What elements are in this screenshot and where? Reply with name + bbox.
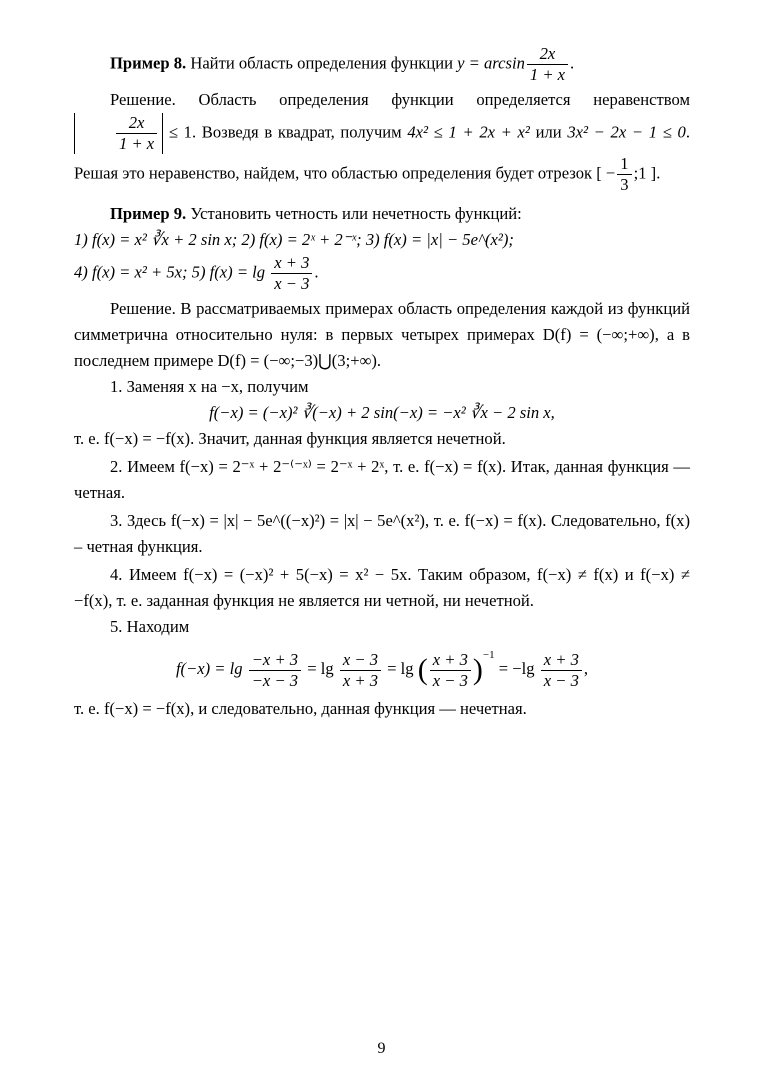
function-5-den: x − 3 (271, 273, 312, 294)
step5-num-4: x + 3 (543, 649, 579, 669)
solution-8-abs (74, 113, 163, 154)
solution-8-p3: . (656, 163, 661, 183)
segment-fraction (617, 154, 631, 195)
function-4: 4) f(x) = x² + 5x; (74, 262, 192, 282)
step5-num-2: x − 3 (342, 649, 378, 669)
step5-fraction-1 (249, 650, 301, 691)
solution-9-step1-tail: т. е. f(−x) = −f(x). Значит, данная функция является нечетной. (74, 429, 506, 448)
solution-8-abs-num: 2x (128, 113, 145, 132)
step5-eq3: = lg (387, 658, 414, 678)
function-5-lhs: 5) f(x) = lg (191, 262, 270, 282)
solution-9-step3: 3. Здесь f(−x) = |x| − 5e^((−x)²) = |x| − 5e^(x²), т. е. f(−x) = f(x). Следовательно, f(x) – четная функция. (74, 511, 690, 556)
example-8-end: . (570, 53, 575, 73)
step5-den-2: x + 3 (340, 670, 381, 691)
example-8 (74, 44, 690, 85)
function-5-end: . (314, 262, 319, 282)
segment-right: ;1 (633, 163, 647, 183)
example-9 (74, 201, 690, 227)
step5-fraction-2 (340, 650, 381, 691)
solution-8-p2: . Решая это неравенство, найдем, что областью определения будет отрезок (74, 122, 690, 183)
segment-minus: − (605, 163, 616, 183)
step5-fraction-4 (541, 650, 582, 691)
solution-8 (74, 87, 690, 195)
example-9-functions-line1 (74, 227, 690, 253)
solution-9-step1-head: 1. Заменяя x на −x, получим (110, 377, 309, 396)
step5-eq2: = lg (307, 658, 334, 678)
step5-num-1: −x + 3 (251, 649, 299, 669)
page-content (74, 44, 690, 722)
step5-den-1: −x − 3 (249, 670, 301, 691)
solution-8-p1: Решение. Область определения функции определяется неравенством (110, 90, 690, 109)
step5-power: −1 (482, 648, 495, 661)
solution-9-step4: 4. Имеем f(−x) = (−x)² + 5(−x) = x² − 5x. Таким образом, f(−x) ≠ f(x) и f(−x) ≠ −f(x), т. е. заданная функция не является ни четной, ни нечетной. (74, 565, 690, 610)
example-8-fraction-num: 2x (539, 44, 556, 63)
step5-den-4: x − 3 (541, 670, 582, 691)
step5-eq4: = −lg (498, 658, 535, 678)
solution-8-ineq2: 4x² ≤ 1 + 2x + x² (407, 122, 530, 142)
function-2: 2) f(x) = 2ˣ + 2⁻ˣ; (241, 230, 366, 249)
solution-8-abs-fraction (116, 113, 157, 154)
step5-lhs: f(−x) = lg (175, 658, 243, 678)
solution-9-step5-head: 5. Находим (110, 617, 190, 636)
example-8-label: Пример 8. (110, 53, 187, 73)
page-number: 9 (377, 1040, 386, 1057)
example-8-text: Найти область определения функции (186, 53, 458, 73)
segment-num: 1 (620, 154, 629, 173)
solution-8-abs-den: 1 + x (116, 133, 157, 154)
example-8-formula-lhs: y = arcsin (457, 53, 525, 73)
step5-den-3: x − 3 (430, 670, 471, 691)
step5-fraction-3 (430, 650, 471, 691)
function-5-num: x + 3 (274, 253, 310, 272)
example-9-functions-line2 (74, 253, 690, 294)
segment-den: 3 (617, 174, 631, 195)
step5-paren-open: ( (417, 653, 428, 686)
step5-end: , (583, 658, 589, 678)
step5-paren-close: ) (472, 653, 483, 686)
example-9-text: Установить четность или нечетность функций: (186, 204, 522, 223)
example-8-fraction-den: 1 + x (527, 64, 568, 85)
step5-num-3: x + 3 (432, 649, 468, 669)
solution-8-ineq1: ≤ 1. Возведя в квадрат, получим (163, 122, 408, 142)
solution-8-or: или (529, 122, 568, 142)
solution-9-intro: Решение. В рассматриваемых примерах область определения каждой из функций симметрична относительно нуля: в первых четырех примерах D(f) = (−∞;+∞), а в последнем примере D(f) = (−∞;−3)⋃(3;+∞). (74, 299, 690, 370)
example-8-fraction (527, 44, 568, 85)
solution-9-step5-tail: т. е. f(−x) = −f(x), и следовательно, данная функция — нечетная. (74, 699, 527, 718)
solution-9-step5-formula (74, 648, 690, 692)
solution-8-ineq3: 3x² − 2x − 1 ≤ 0 (567, 122, 686, 142)
function-1: 1) f(x) = x² ∛x + 2 sin x; (74, 230, 242, 249)
solution-9-step1-formula: f(−x) = (−x)² ∛(−x) + 2 sin(−x) = −x² ∛x − 2 sin x, (209, 403, 555, 422)
solution-8-segment: [ − $\frac{1}{3}$ ;1 ] (596, 154, 657, 194)
solution-9-step2: 2. Имеем f(−x) = 2⁻ˣ + 2⁻⁽⁻ˣ⁾ = 2⁻ˣ + 2ˣ, т. е. f(−x) = f(x). Итак, данная функция — четная. (74, 457, 690, 502)
example-9-label: Пример 9. (110, 204, 187, 223)
function-5-fraction (271, 253, 312, 294)
function-3: 3) f(x) = |x| − 5e^(x²); (365, 230, 514, 249)
